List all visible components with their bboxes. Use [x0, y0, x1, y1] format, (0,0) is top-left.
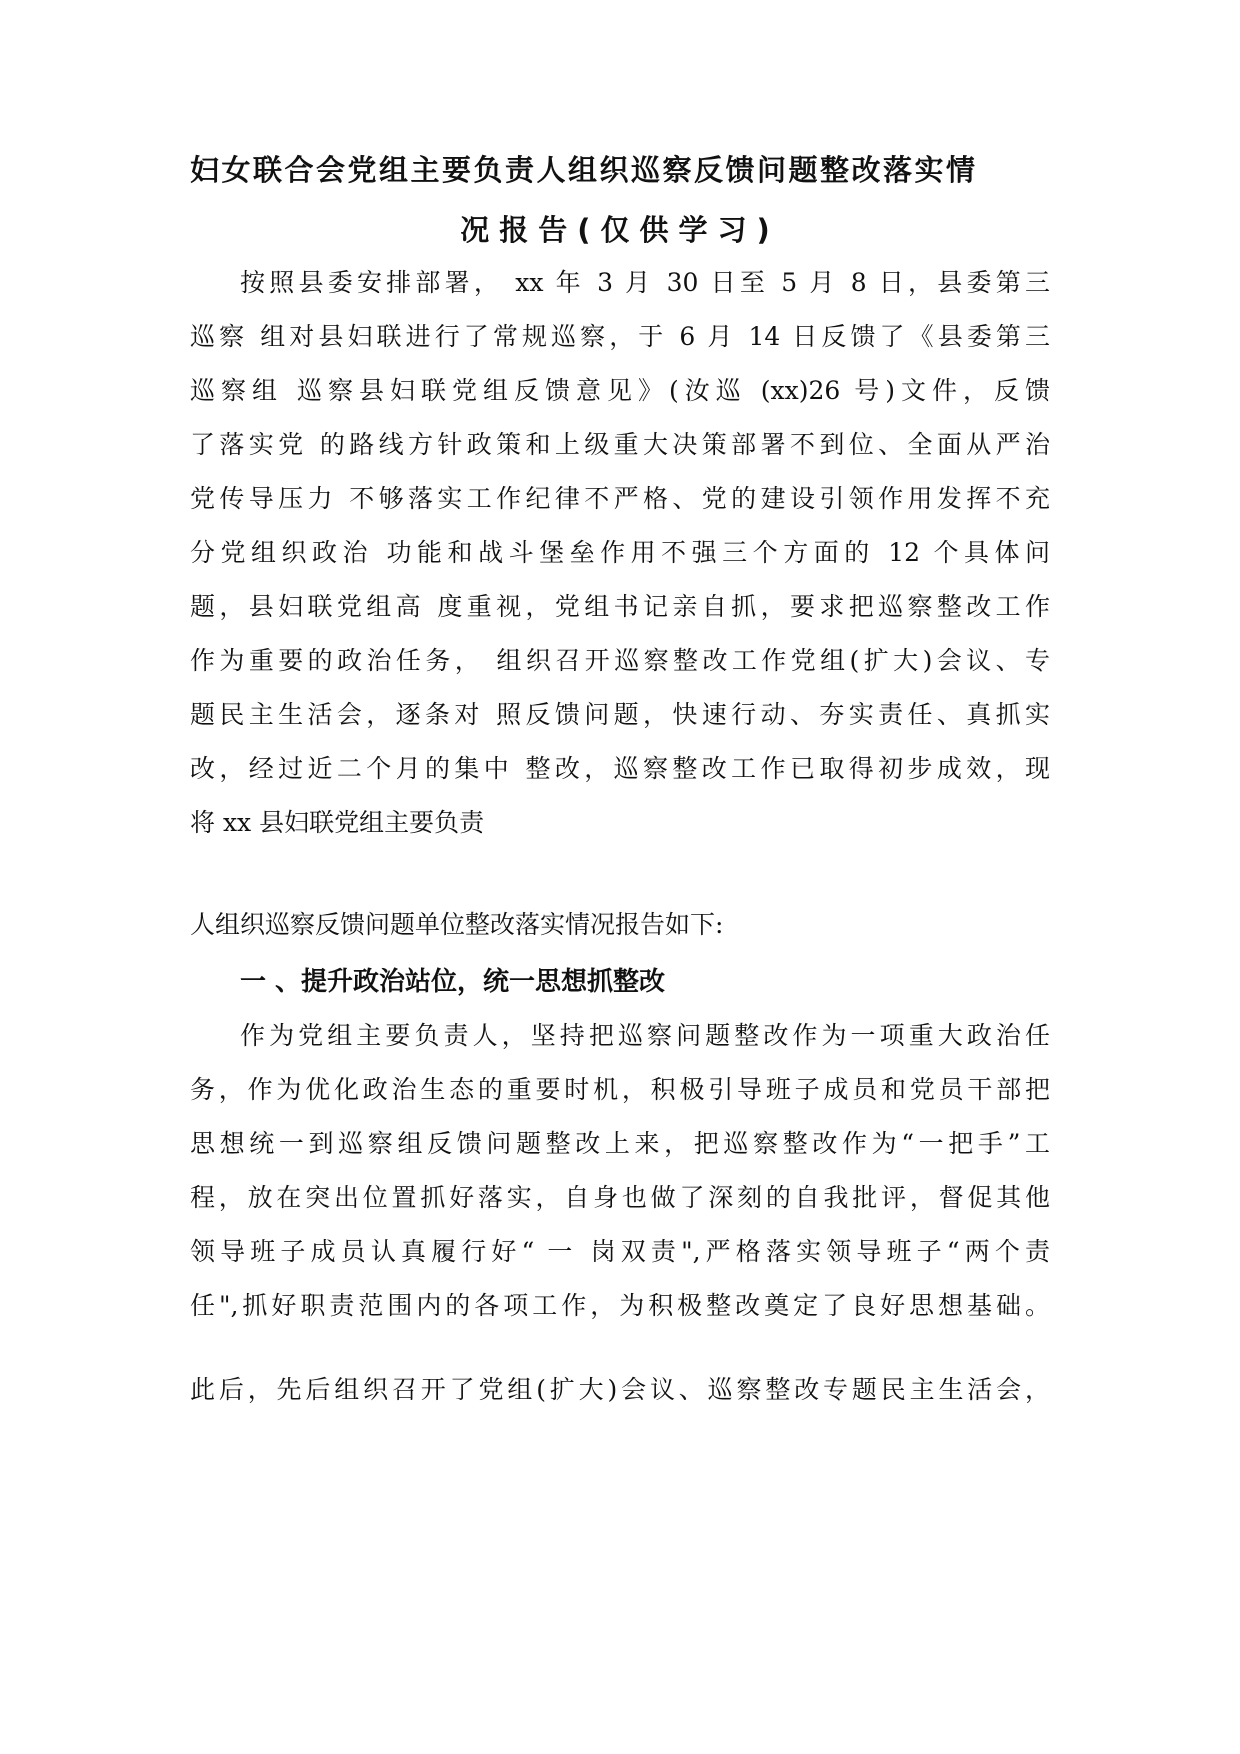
paragraph-line: 题民主生活会，逐条对 照反馈问题，快速行动、夯实责任、真抓实: [190, 700, 1050, 729]
paragraph-line: 党传导压力 不够落实工作纪律不严格、党的建设引领作用发挥不充: [190, 484, 1050, 513]
paragraph-line: 务，作为优化政治生态的重要时机，积极引导班子成员和党员干部把: [190, 1075, 1050, 1104]
paragraph-line: 改，经过近二个月的集中 整改，巡察整改工作已取得初步成效，现: [190, 754, 1050, 783]
paragraph-line: 巡察组 巡察县妇联党组反馈意见》(汝巡 (xx)26 号)文件，反馈: [190, 376, 1050, 405]
paragraph-line: 作为党组主要负责人，坚持把巡察问题整改作为一项重大政治任: [240, 1021, 1050, 1050]
paragraph-continuation: 人组织巡察反馈问题单位整改落实情况报告如下:: [190, 910, 724, 939]
paragraph-line: 巡察 组对县妇联进行了常规巡察，于 6 月 14 日反馈了《县委第三: [190, 322, 1050, 351]
paragraph-line: 按照县委安排部署， xx 年 3 月 30 日至 5 月 8 日，县委第三: [240, 268, 1050, 297]
paragraph-line: 程，放在突出位置抓好落实，自身也做了深刻的自我批评，督促其他: [190, 1183, 1050, 1212]
paragraph-line: 任",抓好职责范围内的各项工作，为积极整改奠定了良好思想基础。: [190, 1291, 1050, 1320]
paragraph-line: 题，县妇联党组高 度重视，党组书记亲自抓，要求把巡察整改工作: [190, 592, 1050, 621]
paragraph-line: 了落实党 的路线方针政策和上级重大决策部署不到位、全面从严治: [190, 430, 1050, 459]
paragraph-continuation: 此后，先后组织召开了党组(扩大)会议、巡察整改专题民主生活会，: [190, 1375, 1050, 1404]
paragraph-line: 领导班子成员认真履行好“ 一 岗双责",严格落实领导班子“两个责: [190, 1237, 1050, 1266]
paragraph-line: 将 xx 县妇联党组主要负责: [190, 808, 485, 837]
document-title-line-1: 妇女联合会党组主要负责人组织巡察反馈问题整改落实情: [190, 153, 978, 187]
paragraph-line: 作为重要的政治任务， 组织召开巡察整改工作党组(扩大)会议、专: [190, 646, 1050, 675]
paragraph-line: 分党组织政治 功能和战斗堡垒作用不强三个方面的 12 个具体问: [190, 538, 1050, 567]
paragraph-line: 思想统一到巡察组反馈问题整改上来，把巡察整改作为“一把手”工: [190, 1129, 1050, 1158]
section-heading: 一 、提升政治站位，统一思想抓整改: [240, 967, 666, 997]
document-title-line-2: 况报告(仅供学习): [460, 213, 780, 247]
